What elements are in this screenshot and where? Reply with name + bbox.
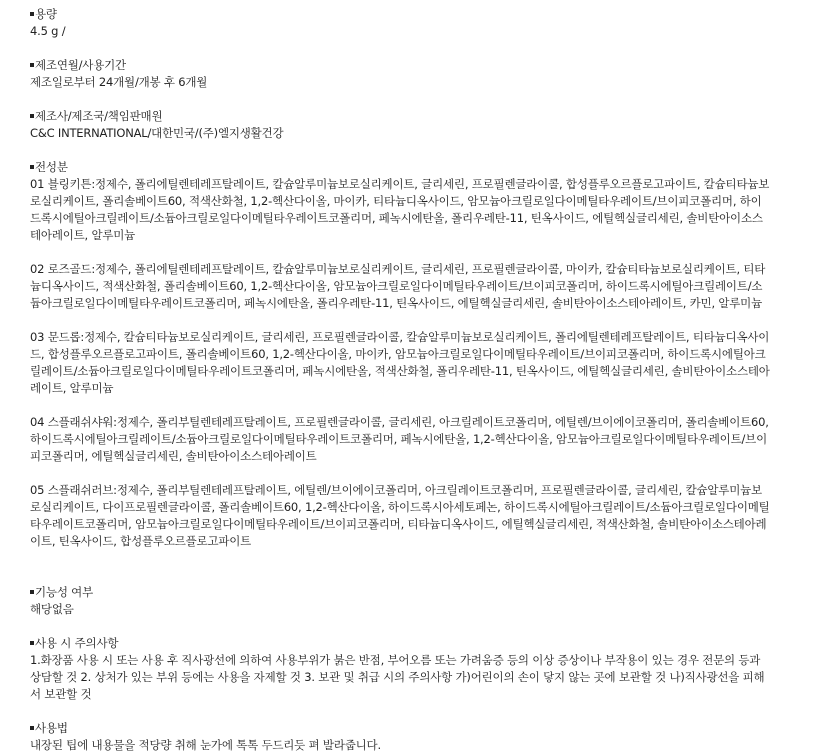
- usage-value: 내장된 팁에 내용물을 적당량 취해 눈가에 톡톡 두드리듯 펴 발라줍니다.: [30, 738, 381, 752]
- ingredient-item-02: 02 로즈골드:정제수, 폴리에틸렌테레프탈레이트, 칼슘알루미늄보로실리케이트, 글리세린, 프로필렌글라이콜, 마이카, 칼슘티타늄보로실리케이트, 티타늄디옥사이드, 적색산화철, 폴리솔베이트60, 1,2-헥산다이올, 암모늄아크릴로일다이메틸타우레이트/브이피코폴리머, 하이드록시에틸아크릴레이트/소듐아크릴로일다이메틸타우레이트코폴리머, 페녹시에탄올, 폴리우레탄-11, 틴옥사이드, 에틸헥실글리세린, 솔비탄아이소스테아레이트, 카민, 알루미늄: [30, 262, 766, 310]
- bullet-icon: [30, 590, 34, 594]
- bullet-icon: [30, 165, 34, 169]
- cautions-section: [30, 635, 838, 703]
- spacer: [30, 40, 838, 57]
- spacer: [30, 142, 838, 159]
- cautions-title: 사용 시 주의사항: [35, 636, 119, 650]
- capacity-value: 4.5 g /: [30, 24, 66, 38]
- ingredients-heading: [30, 159, 838, 176]
- usage-title: 사용법: [35, 721, 68, 735]
- cautions-value: 1.화장품 사용 시 또는 사용 후 직사광선에 의하여 사용부위가 붉은 반점, 부어오름 또는 가려움증 등의 이상 증상이나 부작용이 있는 경우 전문의 등과 상담할 것 2. 상처가 있는 부위 등에는 사용을 자제할 것 3. 보관 및 취급 시의 주의사항 가)어린이의 손이 닿지 않는 곳에 보관할 것 나)직사광선을 피해서 보관할 것: [30, 653, 765, 701]
- bullet-icon: [30, 63, 34, 67]
- spacer: [30, 244, 838, 261]
- spacer: [30, 397, 838, 414]
- spacer: [30, 312, 838, 329]
- ingredient-item-01: 01 블링키튼:정제수, 폴리에틸렌테레프탈레이트, 칼슘알루미늄보로실리케이트, 글리세린, 프로필렌글라이콜, 합성플루오르플로고파이트, 칼슘티타늄보로실리케이트, 폴리솔베이트60, 적색산화철, 1,2-헥산다이올, 마이카, 티타늄디옥사이드, 암모늄아크릴로일다이메틸타우레이트/브이피코폴리머, 하이드록시에틸아크릴레이트/소듐아크릴로일다이메틸타우레이트코폴리머, 페녹시에탄올, 폴리우레탄-11, 틴옥사이드, 에틸헥실글리세린, 솔비탄아이소스테아레이트, 알루미늄: [30, 177, 770, 242]
- bullet-icon: [30, 114, 34, 118]
- ingredient-item-05: 05 스플래쉬러브:정제수, 폴리부틸렌테레프탈레이트, 에틸렌/브이에이코폴리머, 아크릴레이트코폴리머, 프로필렌글라이콜, 글리세린, 칼슘알루미늄보로실리케이트, 다이프로필렌글라이콜, 폴리솔베이트60, 1,2-헥산다이올, 하이드록시아세토페논, 하이드록시에틸아크릴레이트/소듐아크릴로일다이메틸타우레이트코폴리머, 암모늄아크릴로일다이메틸타우레이트/브이피코폴리머, 티타늄디옥사이드, 에틸헥실글리세린, 적색산화철, 솔비탄아이소스테아레이트, 틴옥사이드, 합성플루오르플로고파이트: [30, 483, 770, 548]
- capacity-title: 용량: [35, 7, 57, 21]
- spacer: [30, 91, 838, 108]
- expiry-value: 제조일로부터 24개월/개봉 후 6개월: [30, 75, 208, 89]
- functional-section: [30, 584, 838, 618]
- spacer: [30, 703, 838, 720]
- spacer: [30, 618, 838, 635]
- capacity-heading: [30, 6, 838, 23]
- functional-value: 해당없음: [30, 602, 74, 616]
- usage-heading: [30, 720, 838, 737]
- functional-title: 기능성 여부: [35, 585, 93, 599]
- manufacturer-heading: [30, 108, 838, 125]
- cautions-heading: [30, 635, 838, 652]
- bullet-icon: [30, 12, 34, 16]
- spacer: [30, 465, 838, 482]
- spacer: [30, 550, 838, 584]
- expiry-heading: [30, 57, 838, 74]
- capacity-section: [30, 6, 838, 40]
- manufacturer-section: [30, 108, 838, 142]
- manufacturer-value: C&C INTERNATIONAL/대한민국/(주)엘지생활건강: [30, 126, 284, 140]
- functional-heading: [30, 584, 838, 601]
- usage-section: [30, 720, 838, 754]
- bullet-icon: [30, 641, 34, 645]
- expiry-section: [30, 57, 838, 91]
- ingredients-section: [30, 159, 838, 550]
- ingredients-title: 전성분: [35, 160, 68, 174]
- manufacturer-title: 제조사/제조국/책임판매원: [35, 109, 163, 123]
- bullet-icon: [30, 726, 34, 730]
- expiry-title: 제조연월/사용기간: [35, 58, 126, 72]
- ingredient-item-04: 04 스플래쉬샤워:정제수, 폴리부틸렌테레프탈레이트, 프로필렌글라이콜, 글리세린, 아크릴레이트코폴리머, 에틸렌/브이에이코폴리머, 폴리솔베이트60, 하이드록시에틸아크릴레이트/소듐아크릴로일다이메틸타우레이트코폴리머, 페녹시에탄올, 1,2-헥산다이올, 암모늄아크릴로일다이메틸타우레이트/브이피코폴리머, 에틸헥실글리세린, 솔비탄아이소스테아레이트: [30, 415, 769, 463]
- ingredient-item-03: 03 문드롭:정제수, 칼슘티타늄보로실리케이트, 글리세린, 프로필렌글라이콜, 칼슘알루미늄보로실리케이트, 폴리에틸렌테레프탈레이트, 티타늄디옥사이드, 합성플루오르플로고파이트, 폴리솔베이트60, 1,2-헥산다이올, 마이카, 암모늄아크릴로일다이메틸타우레이트/브이피코폴리머, 하이드록시에틸아크릴레이트/소듐아크릴로일다이메틸타우레이트코폴리머, 페녹시에탄올, 적색산화철, 폴리우레탄-11, 틴옥사이드, 에틸헥실글리세린, 솔비탄아이소스테아레이트, 알루미늄: [30, 330, 770, 395]
